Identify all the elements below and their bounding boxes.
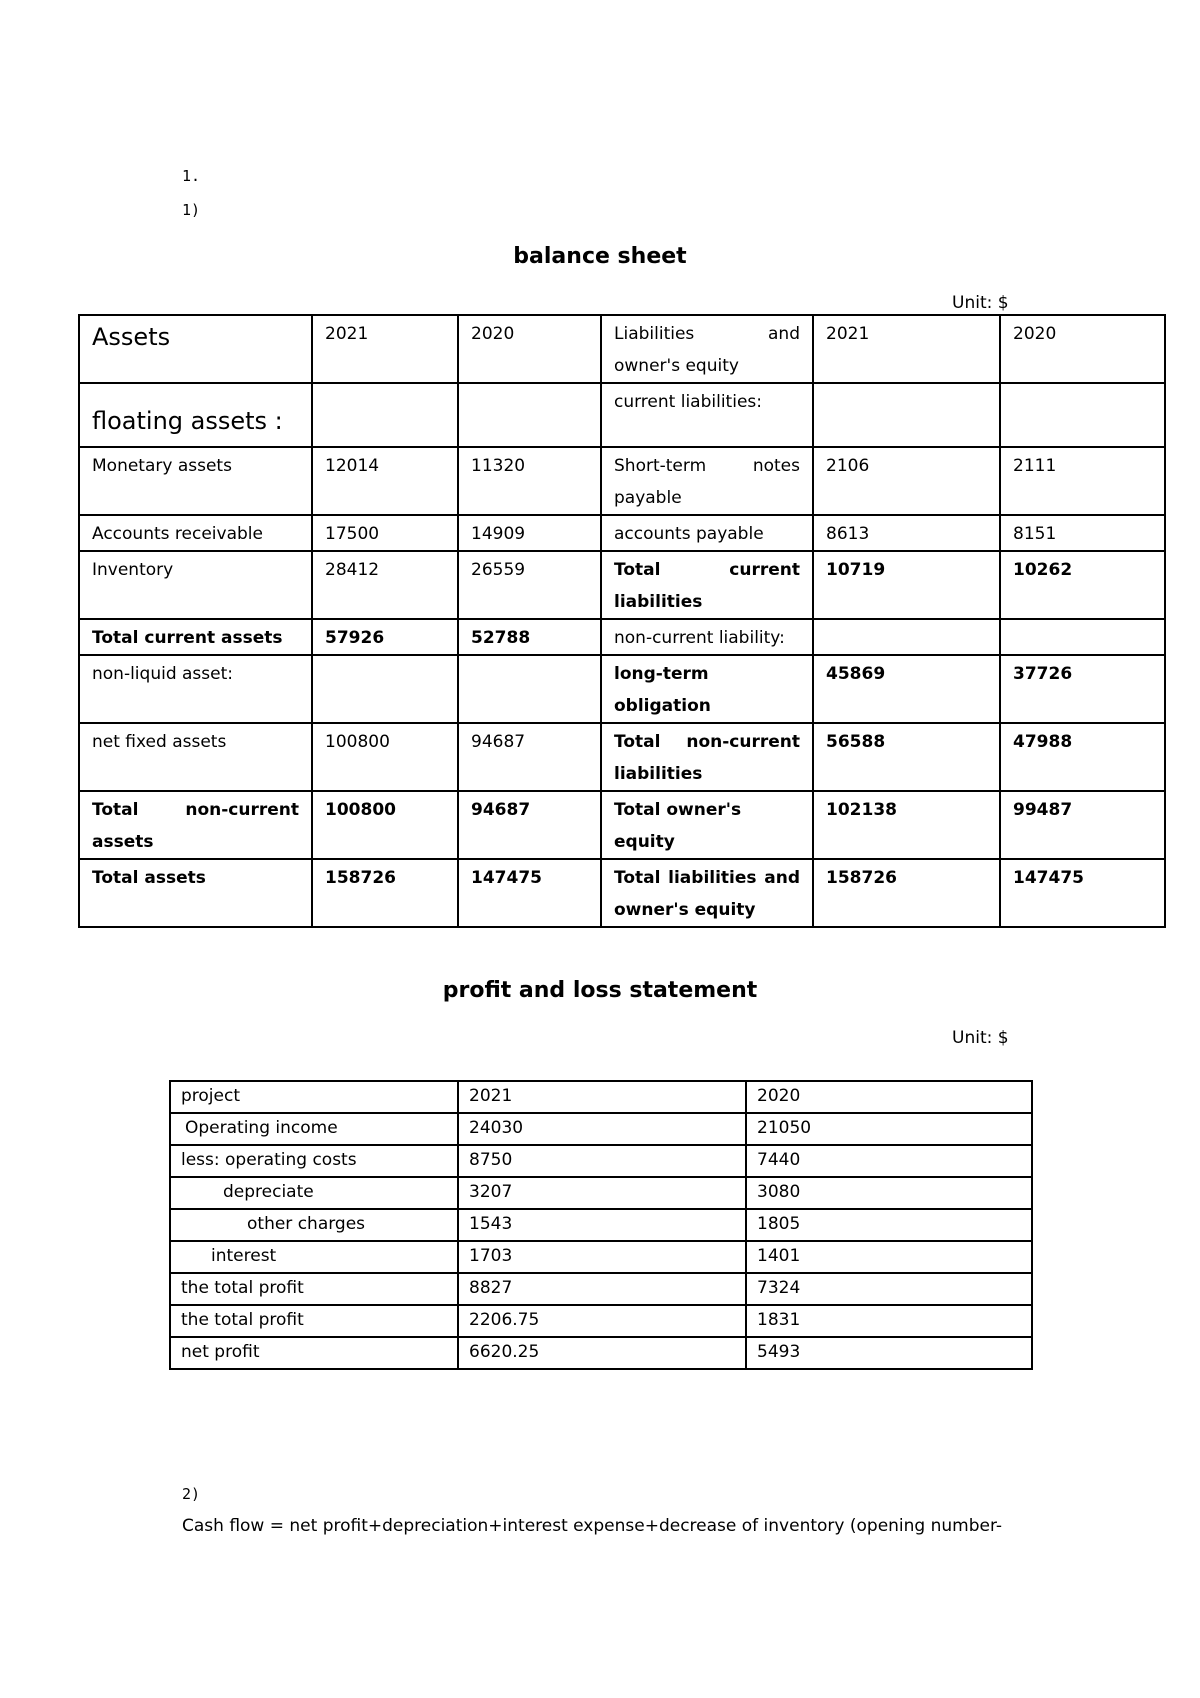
cell-text: liabilities bbox=[614, 592, 703, 612]
liabilities-header bbox=[601, 315, 813, 383]
row-label: net profit bbox=[170, 1337, 458, 1369]
row-label: Accounts receivable bbox=[79, 515, 312, 551]
value-cell: 147475 bbox=[1000, 859, 1165, 927]
table-row bbox=[170, 1145, 1032, 1177]
value-cell: 99487 bbox=[1000, 791, 1165, 859]
cell-text: owner's equity bbox=[614, 900, 756, 920]
value-cell: 2020 bbox=[746, 1081, 1032, 1113]
row-label bbox=[601, 859, 813, 927]
balance-sheet-title: balance sheet bbox=[513, 244, 687, 269]
empty-cell bbox=[458, 383, 601, 447]
value-cell: 94687 bbox=[458, 791, 601, 859]
table-row bbox=[170, 1337, 1032, 1369]
cell-text: Liabilities bbox=[614, 324, 695, 344]
row-label: depreciate bbox=[170, 1177, 458, 1209]
row-label: less: operating costs bbox=[170, 1145, 458, 1177]
table-row bbox=[79, 619, 1165, 655]
value-cell: 37726 bbox=[1000, 655, 1165, 723]
empty-cell bbox=[813, 619, 1000, 655]
row-label: other charges bbox=[170, 1209, 458, 1241]
value-cell: 1805 bbox=[746, 1209, 1032, 1241]
value-cell: 2206.75 bbox=[458, 1305, 746, 1337]
table-row bbox=[170, 1241, 1032, 1273]
value-cell: 7324 bbox=[746, 1273, 1032, 1305]
list-marker-1: 1. bbox=[182, 167, 201, 185]
table-row bbox=[79, 551, 1165, 619]
value-cell: 1401 bbox=[746, 1241, 1032, 1273]
row-label bbox=[601, 723, 813, 791]
table-row bbox=[79, 791, 1165, 859]
value-cell: 100800 bbox=[312, 723, 458, 791]
value-cell: 45869 bbox=[813, 655, 1000, 723]
year-header-2021: 2021 bbox=[312, 315, 458, 383]
row-label: Total assets bbox=[79, 859, 312, 927]
cell-text: Total bbox=[614, 560, 661, 580]
value-cell: 14909 bbox=[458, 515, 601, 551]
value-cell: 6620.25 bbox=[458, 1337, 746, 1369]
cell-text: Total bbox=[92, 800, 139, 820]
table-row bbox=[79, 515, 1165, 551]
empty-cell bbox=[312, 383, 458, 447]
cell-text: liabilities bbox=[668, 868, 757, 888]
value-cell: 158726 bbox=[813, 859, 1000, 927]
cell-text: Total bbox=[614, 868, 661, 888]
table-row bbox=[170, 1081, 1032, 1113]
table-row bbox=[170, 1177, 1032, 1209]
value-cell: 17500 bbox=[312, 515, 458, 551]
value-cell: 2111 bbox=[1000, 447, 1165, 515]
value-cell: 24030 bbox=[458, 1113, 746, 1145]
cell-text: non-current bbox=[686, 732, 800, 752]
row-label: Inventory bbox=[79, 551, 312, 619]
year-header-2021: 2021 bbox=[813, 315, 1000, 383]
empty-cell bbox=[1000, 383, 1165, 447]
list-marker-2: 2) bbox=[182, 1485, 201, 1503]
row-label: Operating income bbox=[170, 1113, 458, 1145]
value-cell: 21050 bbox=[746, 1113, 1032, 1145]
row-label: Monetary assets bbox=[79, 447, 312, 515]
balance-sheet-table bbox=[78, 314, 1166, 928]
year-header-2020: 2020 bbox=[458, 315, 601, 383]
cell-text: current bbox=[729, 560, 800, 580]
value-cell: 12014 bbox=[312, 447, 458, 515]
value-cell: 52788 bbox=[458, 619, 601, 655]
cell-text: non-current bbox=[185, 800, 299, 820]
value-cell: 158726 bbox=[312, 859, 458, 927]
value-cell: 2106 bbox=[813, 447, 1000, 515]
empty-cell bbox=[312, 655, 458, 723]
value-cell: 147475 bbox=[458, 859, 601, 927]
value-cell: 10262 bbox=[1000, 551, 1165, 619]
row-label: the total profit bbox=[170, 1305, 458, 1337]
value-cell: 26559 bbox=[458, 551, 601, 619]
cell-text: Total bbox=[614, 732, 661, 752]
value-cell: 11320 bbox=[458, 447, 601, 515]
value-cell: 56588 bbox=[813, 723, 1000, 791]
row-label: interest bbox=[170, 1241, 458, 1273]
value-cell: 7440 bbox=[746, 1145, 1032, 1177]
row-label: Total current assets bbox=[79, 619, 312, 655]
value-cell: 102138 bbox=[813, 791, 1000, 859]
empty-cell bbox=[458, 655, 601, 723]
value-cell: 8827 bbox=[458, 1273, 746, 1305]
pl-statement-table bbox=[169, 1080, 1033, 1370]
table-row bbox=[170, 1209, 1032, 1241]
row-label: project bbox=[170, 1081, 458, 1113]
row-label: Total owner's equity bbox=[601, 791, 813, 859]
value-cell: 1703 bbox=[458, 1241, 746, 1273]
value-cell: 2021 bbox=[458, 1081, 746, 1113]
row-label: net fixed assets bbox=[79, 723, 312, 791]
value-cell: 1831 bbox=[746, 1305, 1032, 1337]
cell-text: payable bbox=[614, 488, 682, 508]
value-cell: 5493 bbox=[746, 1337, 1032, 1369]
value-cell: 100800 bbox=[312, 791, 458, 859]
balance-unit: Unit: $ bbox=[952, 293, 1009, 313]
table-row bbox=[170, 1305, 1032, 1337]
cell-text: assets bbox=[92, 832, 154, 852]
year-header-2020: 2020 bbox=[1000, 315, 1165, 383]
row-label bbox=[601, 447, 813, 515]
row-label: long-term obligation bbox=[601, 655, 813, 723]
assets-header: Assets bbox=[79, 315, 312, 383]
value-cell: 47988 bbox=[1000, 723, 1165, 791]
value-cell: 3080 bbox=[746, 1177, 1032, 1209]
value-cell: 57926 bbox=[312, 619, 458, 655]
row-label: non-current liability: bbox=[601, 619, 813, 655]
cell-text: owner's equity bbox=[614, 356, 739, 376]
table-row bbox=[79, 383, 1165, 447]
table-row bbox=[79, 859, 1165, 927]
value-cell: 94687 bbox=[458, 723, 601, 791]
value-cell: 28412 bbox=[312, 551, 458, 619]
pl-statement-title: profit and loss statement bbox=[442, 978, 758, 1003]
list-marker-1-1: 1) bbox=[182, 201, 201, 219]
cell-text: and bbox=[764, 868, 800, 888]
value-cell: 8151 bbox=[1000, 515, 1165, 551]
row-label: accounts payable bbox=[601, 515, 813, 551]
value-cell: 8750 bbox=[458, 1145, 746, 1177]
table-row bbox=[79, 447, 1165, 515]
cash-flow-formula: Cash flow = net profit+depreciation+interest expense+decrease of inventory (opening number- bbox=[182, 1516, 1003, 1536]
table-row bbox=[170, 1113, 1032, 1145]
table-row bbox=[79, 655, 1165, 723]
value-cell: 10719 bbox=[813, 551, 1000, 619]
table-row bbox=[170, 1273, 1032, 1305]
table-row bbox=[79, 723, 1165, 791]
row-label: the total profit bbox=[170, 1273, 458, 1305]
row-label: non-liquid asset: bbox=[79, 655, 312, 723]
empty-cell bbox=[813, 383, 1000, 447]
table-row bbox=[79, 315, 1165, 383]
pl-unit: Unit: $ bbox=[952, 1028, 1009, 1048]
cell-text: and bbox=[768, 324, 800, 344]
cell-text: Short-term bbox=[614, 456, 707, 476]
row-label bbox=[79, 791, 312, 859]
row-label bbox=[601, 551, 813, 619]
value-cell: 1543 bbox=[458, 1209, 746, 1241]
value-cell: 8613 bbox=[813, 515, 1000, 551]
value-cell: 3207 bbox=[458, 1177, 746, 1209]
current-liabilities-label: current liabilities: bbox=[601, 383, 813, 447]
empty-cell bbox=[1000, 619, 1165, 655]
floating-assets-label: floating assets : bbox=[79, 383, 312, 447]
cell-text: liabilities bbox=[614, 764, 703, 784]
cell-text: notes bbox=[752, 456, 800, 476]
